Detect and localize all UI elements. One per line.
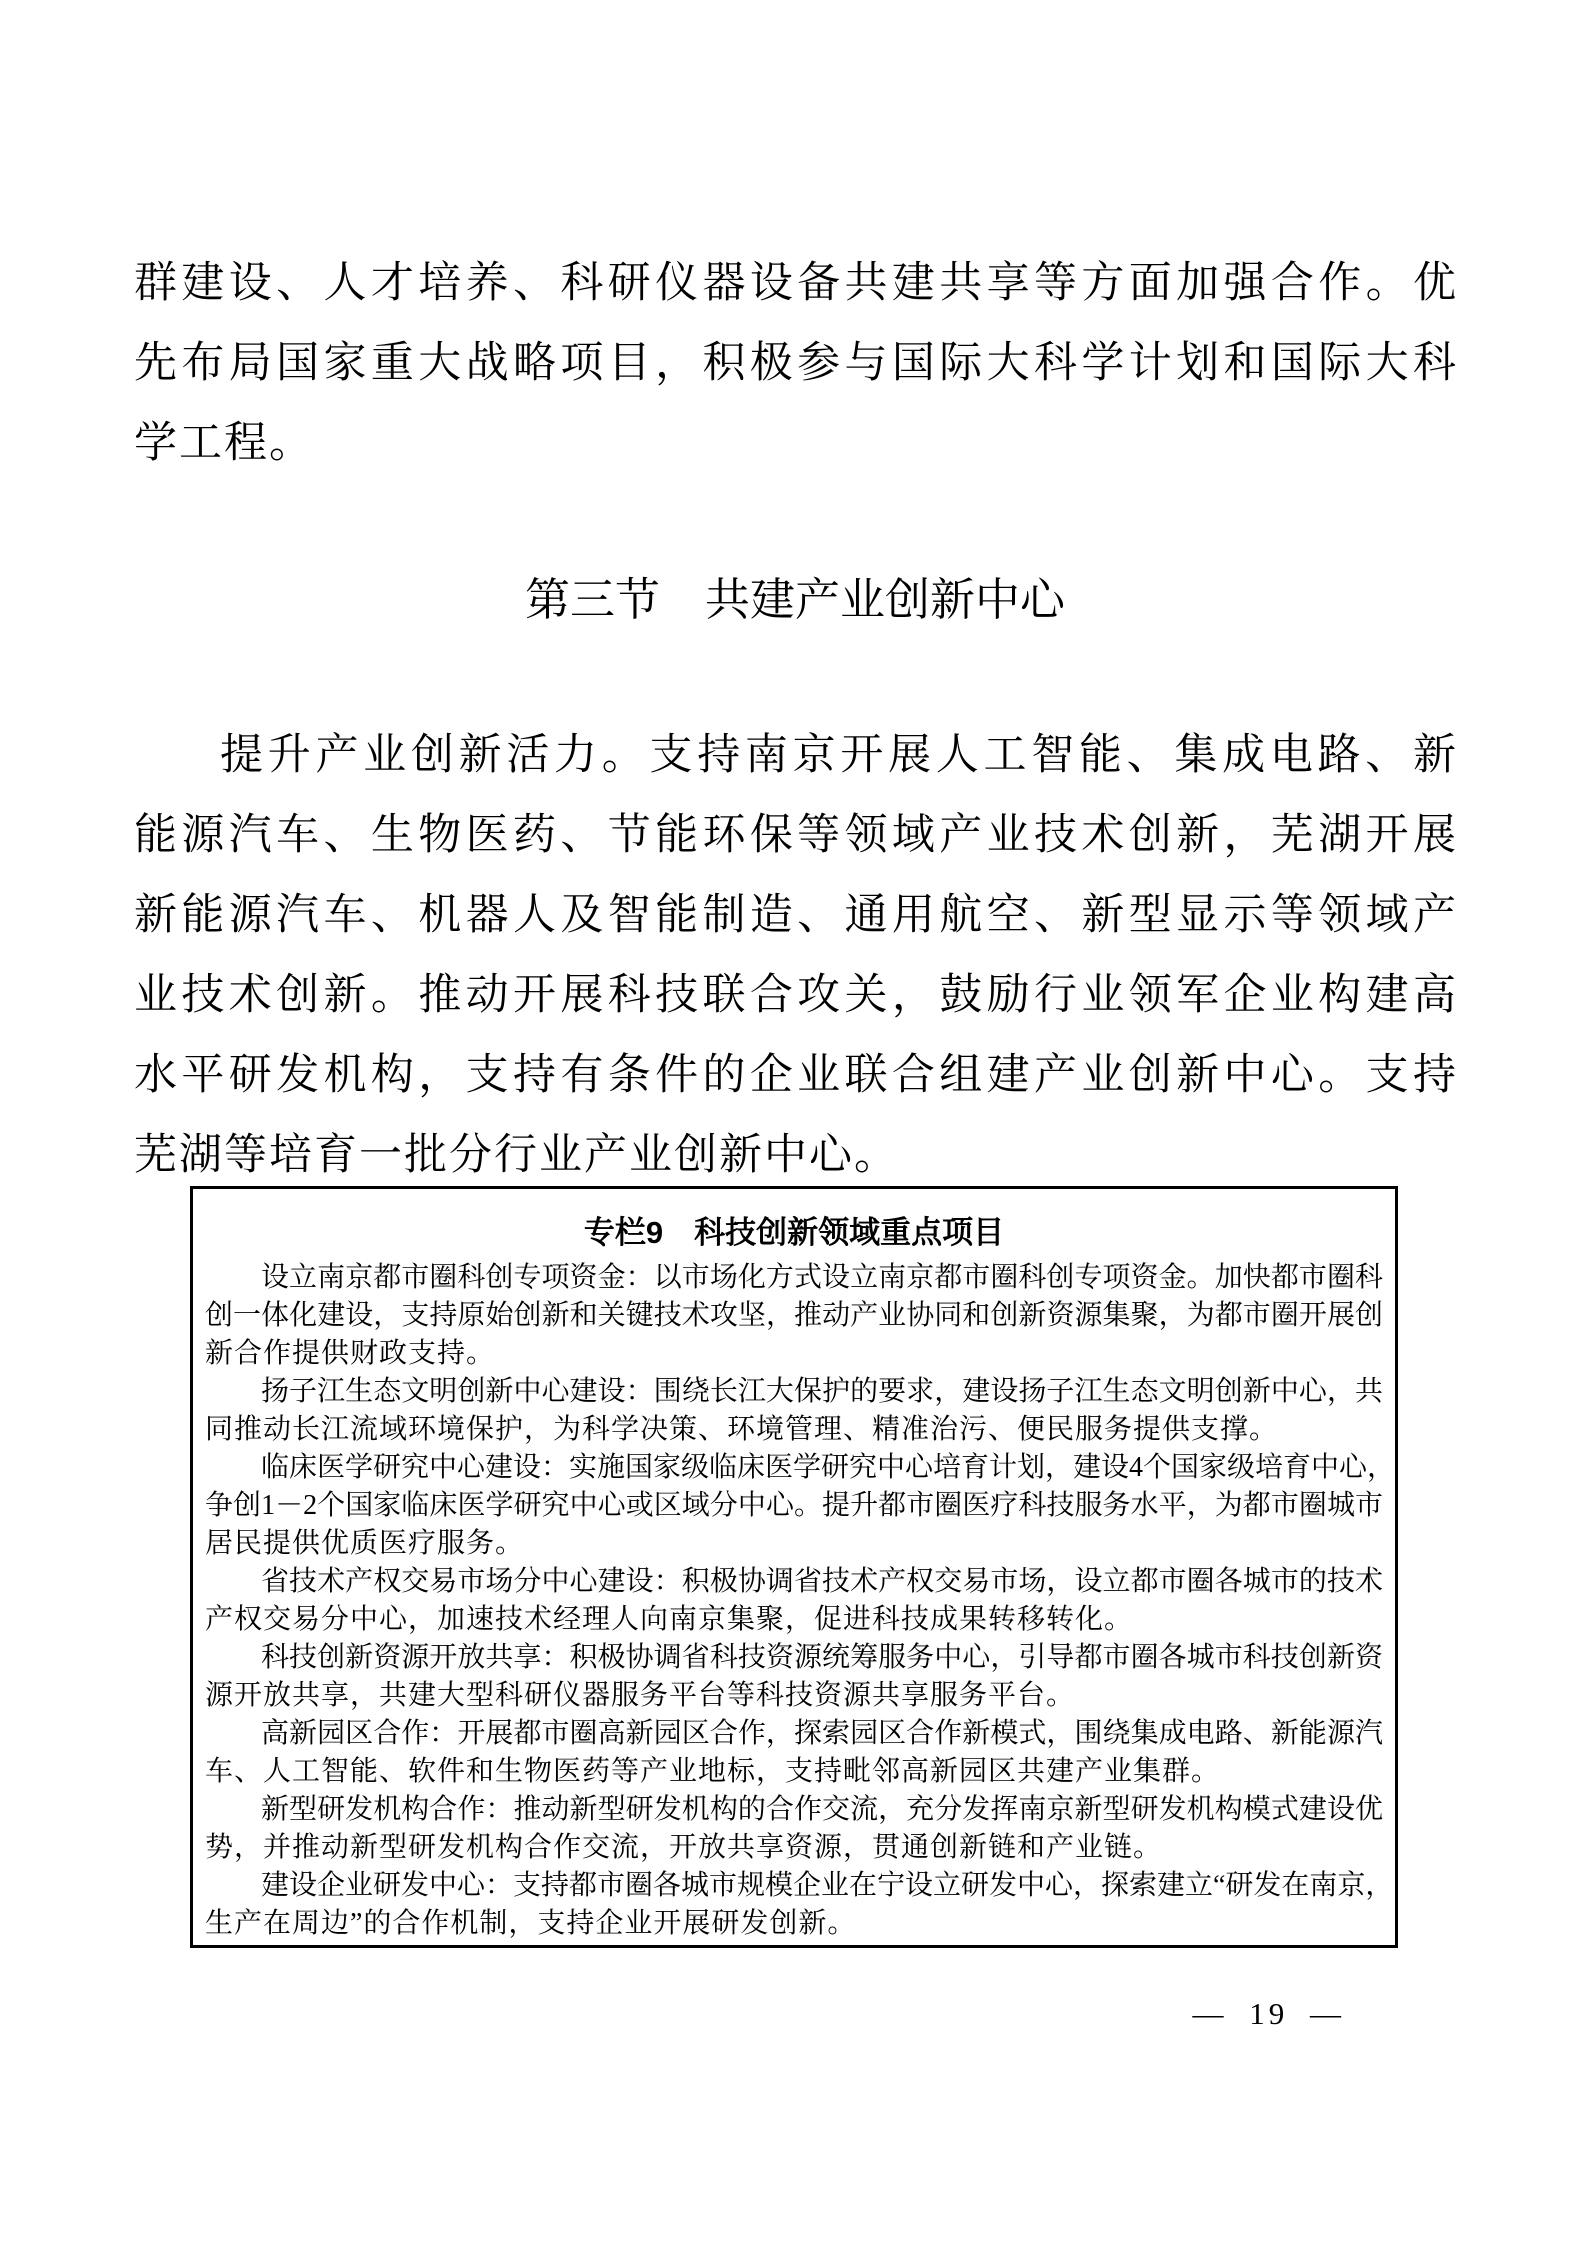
text-line: 源开放共享，共建大型科研仪器服务平台等科技资源共享服务平台。: [205, 1680, 1076, 1711]
text-line: 学工程。: [134, 420, 314, 467]
section-heading: 第三节 共建产业创新中心: [524, 575, 1065, 625]
text-line: 临床医学研究中心建设：实施国家级临床医学研究中心培育计划，建设4个国家级培育中心，: [261, 1452, 1396, 1483]
callout-box-body: [205, 1259, 1396, 1943]
text-line: 创一体化建设，支持原始创新和关键技术攻坚，推动产业协同和创新资源集聚，为都市圈开展创: [205, 1300, 1383, 1331]
text-line: 建设企业研发中心：支持都市圈各城市规模企业在宁设立研发中心，探索建立“研发在南京，: [261, 1870, 1394, 1901]
text-line: 科技创新资源开放共享：积极协调省科技资源统筹服务中心，引导都市圈各城市科技创新资: [261, 1642, 1383, 1673]
text-line: 业技术创新。推动开展科技联合攻关，鼓励行业领军企业构建高: [134, 972, 1456, 1019]
text-line: 省技术产权交易市场分中心建设：积极协调省技术产权交易市场，设立都市圈各城市的技术: [261, 1566, 1383, 1597]
callout-box: [190, 1186, 1398, 1948]
text-line: 同推动长江流域环境保护，为科学决策、环境管理、精准治污、便民服务提供支撑。: [205, 1414, 1279, 1445]
text-line: 势，并推动新型研发机构合作交流，开放共享资源，贯通创新链和产业链。: [205, 1832, 1163, 1863]
text-line: 车、人工智能、软件和生物医药等产业地标，支持毗邻高新园区共建产业集群。: [205, 1756, 1221, 1787]
text-line: 扬子江生态文明创新中心建设：围绕长江大保护的要求，建设扬子江生态文明创新中心，共: [261, 1376, 1383, 1407]
text-line: 争创1－2个国家临床医学研究中心或区域分中心。提升都市圈医疗科技服务水平，为都市圈城市: [205, 1490, 1383, 1521]
text-line: 提升产业创新活力。支持南京开展人工智能、集成电路、新: [220, 732, 1456, 779]
text-line: 先布局国家重大战略项目，积极参与国际大科学计划和国际大科: [134, 340, 1456, 387]
callout-box-title: 专栏9 科技创新领域重点项目: [583, 1215, 1005, 1250]
text-line: 能源汽车、生物医药、节能环保等领域产业技术创新，芜湖开展: [134, 812, 1456, 859]
text-line: 居民提供优质医疗服务。: [205, 1528, 525, 1559]
text-line: 设立南京都市圈科创专项资金：以市场化方式设立南京都市圈科创专项资金。加快都市圈科: [261, 1262, 1383, 1293]
text-line: 新合作提供财政支持。: [205, 1338, 496, 1369]
intro-paragraph: [134, 244, 1456, 484]
text-line: 水平研发机构，支持有条件的企业联合组建产业创新中心。支持: [134, 1052, 1456, 1099]
text-line: 新型研发机构合作：推动新型研发机构的合作交流，充分发挥南京新型研发机构模式建设优: [261, 1794, 1383, 1825]
text-line: 新能源汽车、机器人及智能制造、通用航空、新型显示等领域产: [134, 892, 1456, 939]
text-line: 芜湖等培育一批分行业产业创新中心。: [134, 1132, 899, 1179]
body-paragraph: [134, 716, 1456, 1196]
text-line: 产权交易分中心，加速技术经理人向南京集聚，促进科技成果转移转化。: [205, 1604, 1134, 1635]
text-line: 高新园区合作：开展都市圈高新园区合作，探索园区合作新模式，围绕集成电路、新能源汽: [261, 1718, 1383, 1749]
page-number: — 19 —: [1192, 1996, 1345, 2031]
text-line: 群建设、人才培养、科研仪器设备共建共享等方面加强合作。优: [134, 260, 1456, 307]
text-line: 生产在周边”的合作机制，支持企业开展研发创新。: [205, 1908, 857, 1939]
